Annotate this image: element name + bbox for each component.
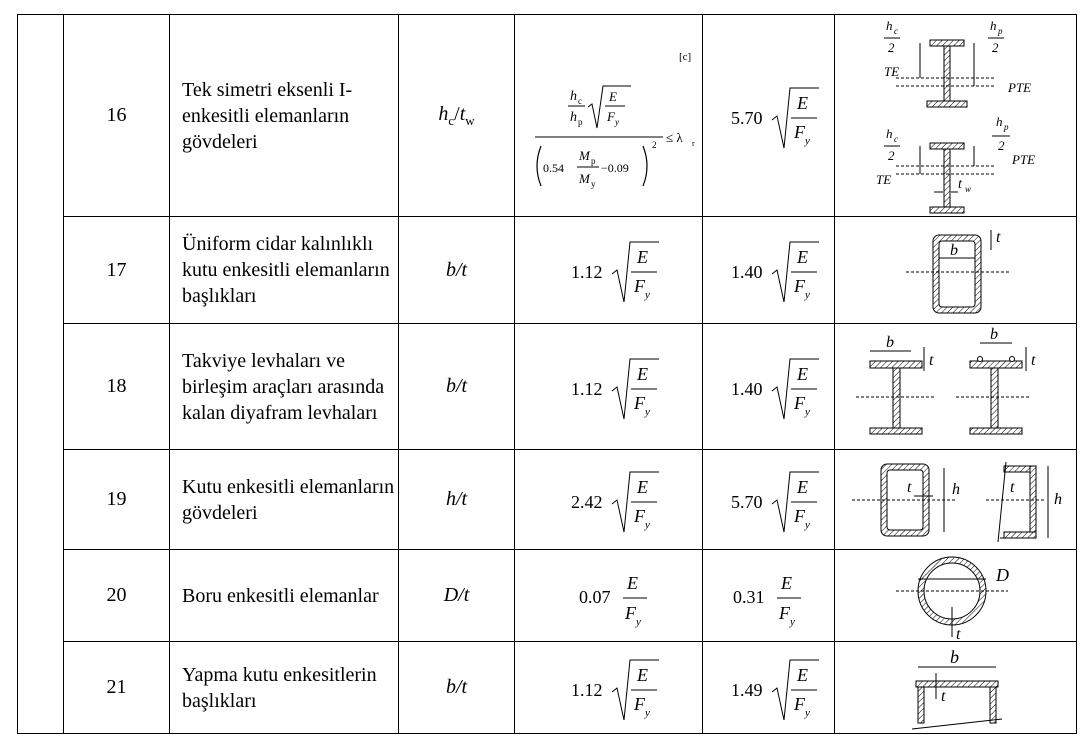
svg-text:c: c	[577, 95, 582, 106]
svg-text:F: F	[633, 276, 645, 296]
svg-text:t: t	[1030, 351, 1035, 369]
svg-text:h: h	[995, 113, 1002, 129]
category-cell	[18, 15, 64, 734]
svg-text:1.49: 1.49	[730, 679, 762, 700]
built-up-box-figure	[836, 643, 1076, 733]
svg-text:E: E	[636, 247, 648, 267]
svg-text:F: F	[793, 693, 805, 714]
svg-text:F: F	[793, 121, 805, 142]
svg-text:E: E	[796, 363, 808, 384]
width-thickness-ratio: b/t	[399, 217, 515, 324]
element-description: Üniform cidar kalınlıklı kutu enkesitli elemanların başlıkları	[170, 217, 399, 324]
svg-text:PTE: PTE	[1007, 79, 1031, 95]
table-row	[18, 642, 1077, 734]
svg-text:2.42: 2.42	[570, 491, 602, 512]
svg-text:5.70: 5.70	[730, 491, 762, 512]
width-thickness-table	[17, 14, 1077, 734]
lambda-p-formula-graphic	[709, 648, 829, 728]
svg-text:TE: TE	[875, 171, 891, 187]
svg-text:b: b	[949, 242, 958, 259]
svg-text:h: h	[885, 125, 892, 141]
svg-text:1.40: 1.40	[730, 262, 762, 282]
svg-text:y: y	[614, 116, 619, 127]
row-number: 21	[64, 642, 170, 734]
svg-text:0.07: 0.07	[578, 586, 610, 607]
svg-text:y: y	[644, 289, 650, 301]
svg-text:y: y	[804, 706, 810, 719]
svg-text:E: E	[796, 92, 808, 113]
svg-text:PTE: PTE	[1011, 151, 1035, 167]
lambda-r-formula	[515, 450, 703, 550]
svg-text:p: p	[997, 25, 1002, 36]
svg-text:E: E	[796, 476, 808, 497]
svg-text:y: y	[644, 405, 650, 418]
table-row	[18, 450, 1077, 550]
monosymmetric-i-section-figure	[836, 16, 1076, 216]
lambda-p-formula	[703, 550, 835, 642]
lambda-r-formula	[515, 642, 703, 734]
svg-text:t: t	[995, 229, 1000, 246]
svg-text:M: M	[578, 147, 590, 163]
table-row	[18, 550, 1077, 642]
svg-text:TE: TE	[883, 63, 899, 79]
svg-text:E: E	[796, 664, 808, 685]
svg-text:0.54: 0.54	[542, 160, 564, 175]
lambda-p-formula	[703, 450, 835, 550]
lambda-r-formula	[515, 15, 703, 217]
row-number: 20	[64, 550, 170, 642]
svg-text:y: y	[590, 178, 595, 189]
lambda-p-formula-graphic	[709, 230, 829, 310]
svg-text:h: h	[951, 480, 960, 498]
svg-text:h: h	[569, 109, 577, 125]
lambda-p-formula-graphic	[709, 76, 829, 156]
lambda-r-formula-graphic	[549, 648, 669, 728]
row-number: 18	[64, 324, 170, 450]
svg-text:1.12: 1.12	[570, 378, 602, 399]
lambda-p-formula	[703, 324, 835, 450]
svg-text:p: p	[590, 155, 595, 166]
svg-text:E: E	[636, 363, 648, 384]
svg-text:E: E	[796, 247, 808, 267]
lambda-r-formula	[515, 217, 703, 324]
svg-text:E: E	[636, 664, 648, 685]
svg-text:M: M	[578, 170, 590, 186]
svg-text:2: 2	[997, 137, 1004, 153]
lambda-r-formula-graphic	[549, 460, 669, 540]
section-figure-cell	[835, 324, 1077, 450]
svg-text:y: y	[804, 518, 810, 531]
svg-text:E: E	[780, 572, 792, 593]
lambda-p-formula	[703, 642, 835, 734]
svg-text:r: r	[691, 138, 695, 148]
lambda-r-formula-graphic	[549, 561, 669, 631]
svg-text:5.70: 5.70	[730, 107, 762, 128]
row-number: 17	[64, 217, 170, 324]
svg-text:c: c	[893, 133, 898, 144]
lambda-p-formula-graphic	[709, 561, 829, 631]
section-figure-cell	[835, 15, 1077, 217]
width-thickness-ratio: $h_c/t_w$	[399, 15, 515, 217]
diaphragm-plate-figure	[836, 327, 1076, 447]
svg-text:D: D	[995, 564, 1009, 585]
element-description: Tek simetri eksenli I-enkesitli elemanların gövdeleri	[170, 15, 399, 217]
svg-text:F: F	[633, 505, 645, 526]
table-row	[18, 15, 1077, 217]
element-description: Yapma kutu enkesitlerin başlıkları	[170, 642, 399, 734]
svg-text:h: h	[989, 17, 996, 33]
svg-text:y: y	[804, 134, 810, 147]
svg-text:h: h	[569, 88, 577, 104]
svg-text:2: 2	[651, 139, 656, 150]
svg-text:≤ λ: ≤ λ	[665, 129, 683, 145]
svg-text:−0.09: −0.09	[600, 160, 629, 175]
svg-text:c: c	[893, 25, 898, 36]
svg-text:[c]: [c]	[678, 50, 691, 63]
width-thickness-ratio: D/t	[399, 550, 515, 642]
svg-text:y: y	[635, 615, 641, 628]
svg-text:t: t	[957, 176, 962, 192]
lambda-r-formula-graphic	[519, 36, 699, 196]
lambda-p-formula-graphic	[709, 347, 829, 427]
pipe-section-figure	[836, 551, 1076, 641]
svg-text:t: t	[906, 478, 911, 496]
lambda-r-formula-graphic	[549, 230, 669, 310]
svg-text:F: F	[793, 276, 805, 296]
section-figure-cell	[835, 450, 1077, 550]
row-number: 19	[64, 450, 170, 550]
svg-text:w: w	[964, 183, 971, 194]
svg-text:y: y	[789, 615, 795, 628]
table-row	[18, 217, 1077, 324]
svg-text:y: y	[804, 289, 810, 301]
svg-text:h: h	[1053, 490, 1062, 508]
svg-text:t: t	[940, 687, 945, 705]
svg-text:t: t	[1009, 478, 1014, 496]
svg-text:F: F	[778, 602, 790, 623]
section-figure-cell	[835, 217, 1077, 324]
svg-text:E: E	[636, 476, 648, 497]
lambda-p-formula-graphic	[709, 460, 829, 540]
svg-text:h: h	[885, 17, 892, 33]
svg-text:t: t	[928, 351, 933, 369]
element-description: Kutu enkesitli elemanların gövdeleri	[170, 450, 399, 550]
svg-text:1.40: 1.40	[730, 378, 762, 399]
width-thickness-ratio: h/t	[399, 450, 515, 550]
lambda-r-formula	[515, 324, 703, 450]
width-thickness-ratio: b/t	[399, 642, 515, 734]
svg-text:b: b	[885, 333, 894, 351]
svg-text:y: y	[804, 405, 810, 418]
box-web-figure	[836, 452, 1076, 548]
section-figure-cell	[835, 642, 1077, 734]
svg-text:F: F	[606, 108, 615, 124]
svg-text:E: E	[626, 572, 638, 593]
width-thickness-ratio: b/t	[399, 324, 515, 450]
svg-text:0.31: 0.31	[732, 586, 764, 607]
svg-text:2: 2	[887, 147, 894, 163]
svg-text:1.12: 1.12	[570, 262, 602, 282]
svg-text:t: t	[955, 625, 960, 643]
svg-text:b: b	[949, 646, 959, 667]
section-figure-cell	[835, 550, 1077, 642]
lambda-r-formula	[515, 550, 703, 642]
svg-text:2: 2	[887, 39, 894, 55]
lambda-p-formula	[703, 217, 835, 324]
svg-text:1.12: 1.12	[570, 679, 602, 700]
svg-text:F: F	[793, 505, 805, 526]
element-description: Takviye levhaları ve birleşim araçları arasında kalan diyafram levhaları	[170, 324, 399, 450]
svg-text:p: p	[1003, 121, 1008, 132]
svg-text:y: y	[644, 518, 650, 531]
row-number: 16	[64, 15, 170, 217]
svg-text:F: F	[633, 693, 645, 714]
svg-text:2: 2	[991, 39, 998, 55]
svg-text:F: F	[793, 392, 805, 413]
box-section-figure	[836, 220, 1076, 320]
svg-text:F: F	[624, 602, 636, 623]
svg-text:E: E	[608, 88, 617, 104]
lambda-p-formula	[703, 15, 835, 217]
svg-text:F: F	[633, 392, 645, 413]
svg-text:b: b	[989, 325, 998, 343]
svg-text:p: p	[577, 116, 582, 127]
svg-text:y: y	[644, 706, 650, 719]
lambda-r-formula-graphic	[549, 347, 669, 427]
element-description: Boru enkesitli elemanlar	[170, 550, 399, 642]
table-row	[18, 324, 1077, 450]
